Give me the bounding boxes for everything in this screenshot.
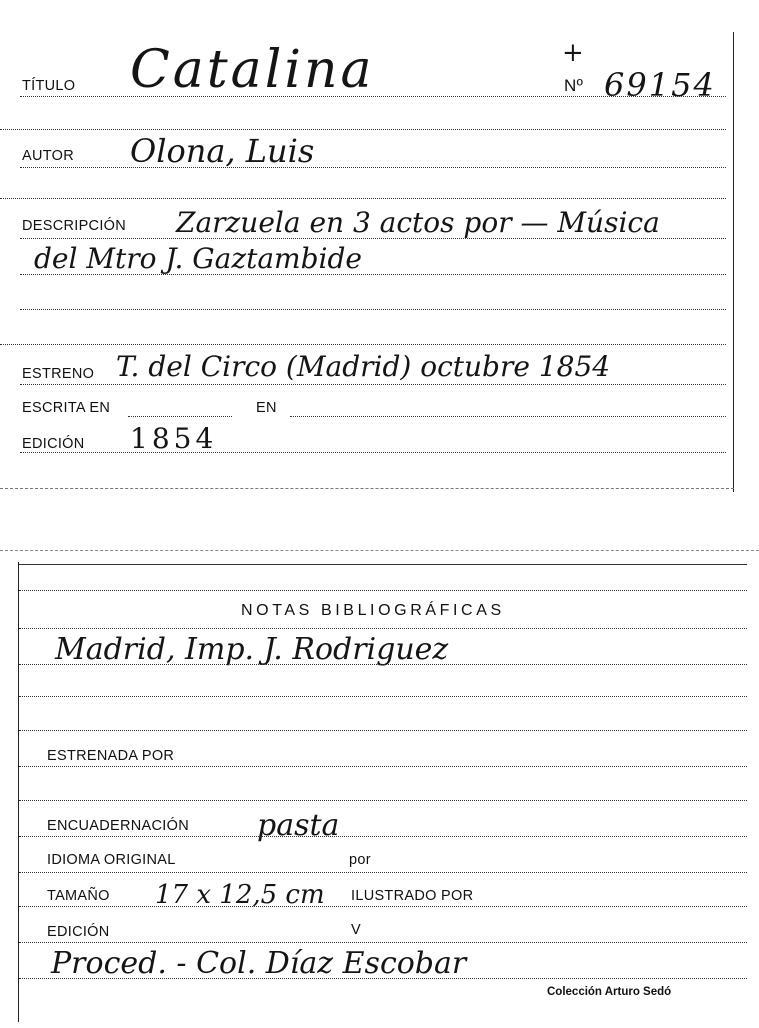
rule-line bbox=[19, 628, 747, 629]
descripcion-line bbox=[20, 274, 726, 275]
collection-footer: Colección Arturo Sedó bbox=[547, 986, 672, 998]
procedencia-value: Proced. - Col. Díaz Escobar bbox=[51, 946, 467, 981]
descripcion-line bbox=[20, 238, 726, 239]
rule-line bbox=[19, 836, 747, 837]
card-right-border bbox=[733, 32, 734, 492]
rule-line bbox=[0, 198, 726, 199]
edicion-label: EDICIÓN bbox=[22, 436, 85, 452]
escrita-en-line bbox=[128, 416, 232, 417]
rule-line bbox=[19, 766, 747, 767]
titulo-label: TÍTULO bbox=[22, 78, 76, 94]
por-label: por bbox=[349, 852, 371, 868]
en-line bbox=[290, 416, 726, 417]
encuadernacion-label: ENCUADERNACIÓN bbox=[47, 818, 189, 834]
scan-noise bbox=[0, 550, 759, 551]
numero-label: Nº bbox=[564, 76, 584, 95]
titulo-value: Catalina bbox=[130, 40, 375, 100]
estreno-line bbox=[20, 384, 726, 385]
rule-line bbox=[19, 696, 747, 697]
catalog-card-front bbox=[0, 0, 734, 492]
idioma-label: IDIOMA ORIGINAL bbox=[47, 852, 176, 868]
encuadernacion-value: pasta bbox=[257, 808, 340, 843]
estreno-label: ESTRENO bbox=[22, 366, 95, 382]
edicion-line bbox=[20, 452, 726, 453]
rule-line bbox=[19, 730, 747, 731]
tamano-value: 17 x 12,5 cm bbox=[155, 880, 325, 910]
autor-label: AUTOR bbox=[22, 148, 74, 164]
rule-line bbox=[19, 906, 747, 907]
escrita-en-label: ESCRITA EN bbox=[22, 400, 111, 416]
rule-line bbox=[19, 590, 747, 591]
card-bottom-edge bbox=[0, 488, 734, 489]
v-label: V bbox=[351, 922, 361, 938]
rule-line bbox=[0, 344, 726, 345]
card-top-edge bbox=[19, 564, 747, 565]
notas-heading: NOTAS BIBLIOGRÁFICAS bbox=[241, 602, 505, 619]
estrenada-por-label: ESTRENADA POR bbox=[47, 748, 175, 764]
rule-line bbox=[20, 309, 726, 310]
descripcion-label: DESCRIPCIÓN bbox=[22, 218, 127, 234]
en-label: EN bbox=[256, 400, 277, 416]
autor-line bbox=[20, 167, 726, 168]
descripcion-line1: Zarzuela en 3 actos por — Música bbox=[176, 206, 660, 239]
edicion-back-label: EDICIÓN bbox=[47, 924, 110, 940]
rule-line bbox=[0, 129, 726, 130]
numero-value: 69154 bbox=[604, 66, 716, 104]
titulo-line bbox=[20, 96, 726, 97]
estreno-value: T. del Circo (Madrid) octubre 1854 bbox=[116, 350, 611, 383]
autor-value: Olona, Luis bbox=[130, 132, 315, 170]
descripcion-line2: del Mtro J. Gaztambide bbox=[34, 242, 362, 275]
rule-line bbox=[19, 978, 747, 979]
ilustrado-label: ILUSTRADO POR bbox=[351, 888, 474, 904]
catalog-card-back bbox=[18, 562, 747, 1022]
edicion-value: 1854 bbox=[130, 422, 218, 455]
notas-value: Madrid, Imp. J. Rodriguez bbox=[55, 632, 449, 667]
numero-mark: + bbox=[562, 38, 584, 68]
tamano-label: TAMAÑO bbox=[47, 888, 110, 904]
rule-line bbox=[19, 872, 747, 873]
rule-line bbox=[19, 800, 747, 801]
rule-line bbox=[19, 942, 747, 943]
rule-line bbox=[19, 664, 747, 665]
